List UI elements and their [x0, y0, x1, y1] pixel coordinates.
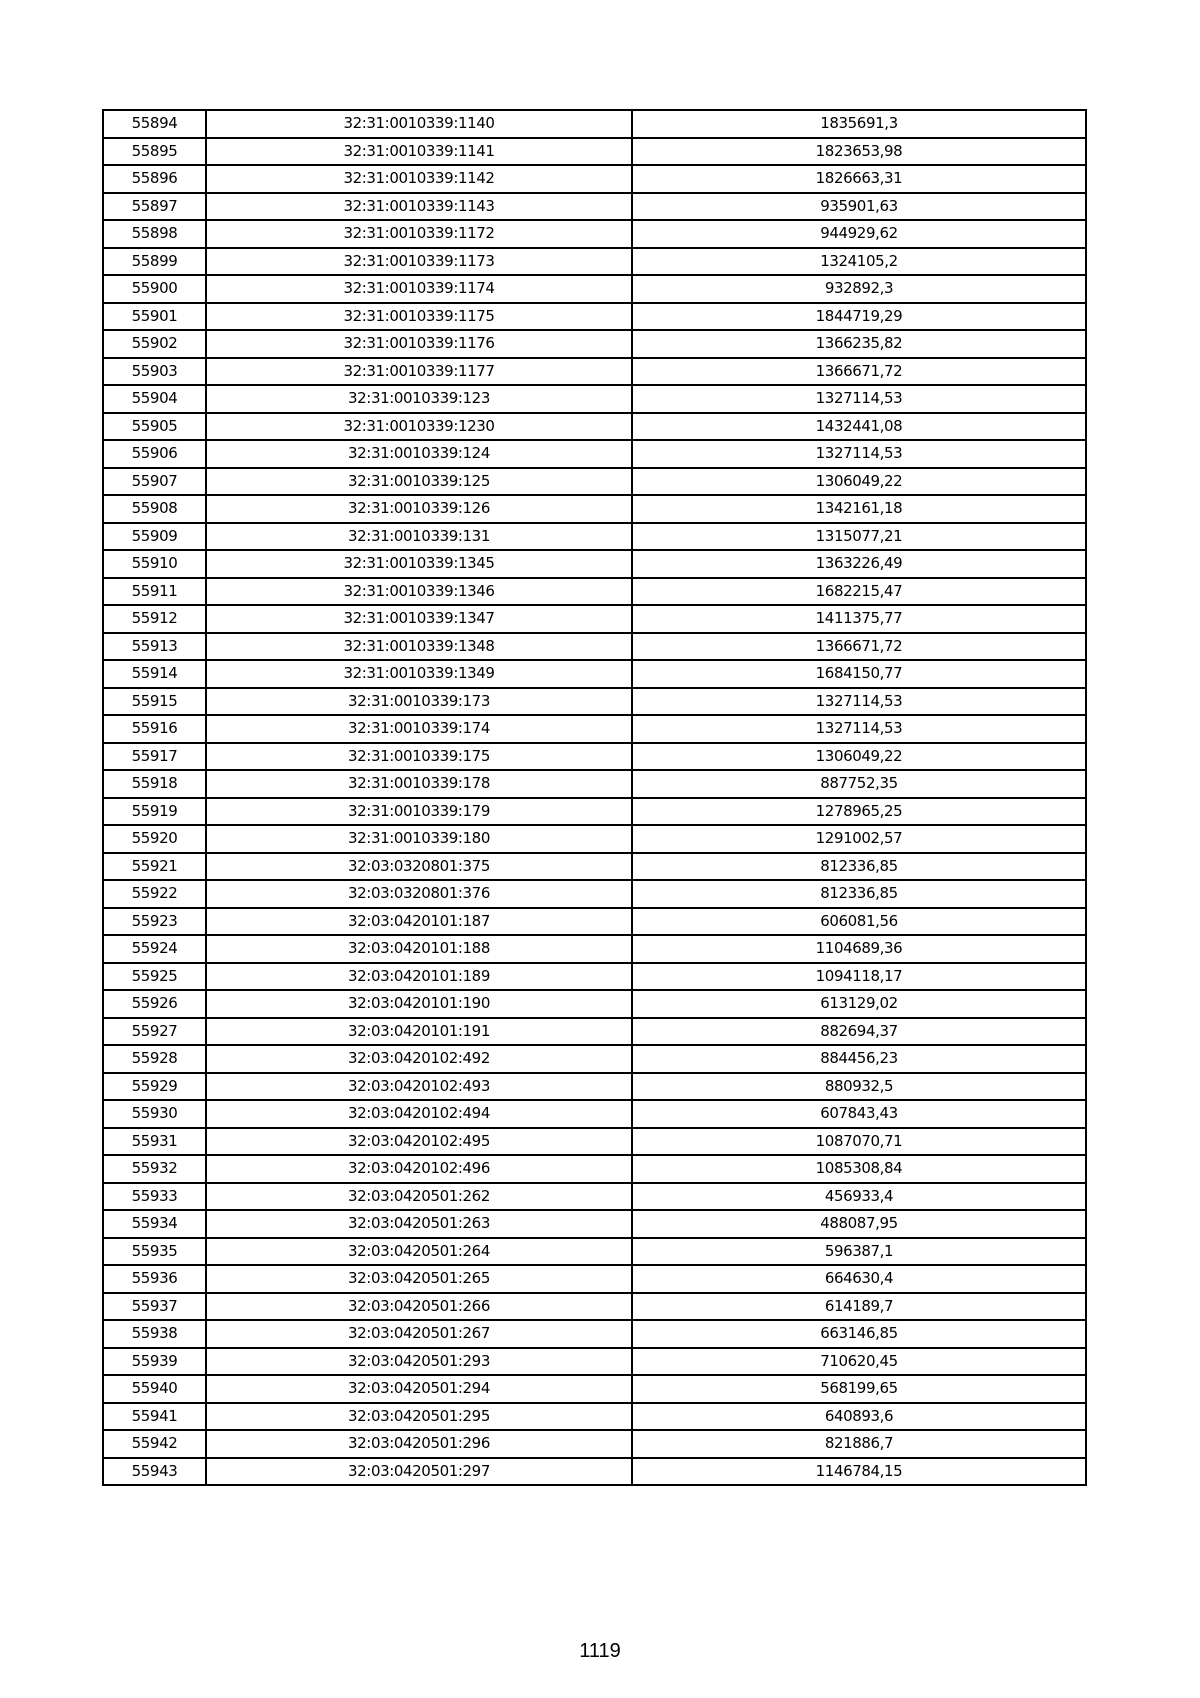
table-body — [103, 110, 1086, 1485]
value-cell: 880932,5 — [632, 1073, 1086, 1101]
cadastral-number-cell: 32:03:0420501:264 — [206, 1238, 632, 1266]
cadastral-number-cell: 32:31:0010339:180 — [206, 825, 632, 853]
cadastral-number-cell: 32:03:0420501:297 — [206, 1458, 632, 1486]
cadastral-number-cell: 32:31:0010339:1174 — [206, 275, 632, 303]
table-row — [103, 385, 1086, 413]
row-number-cell: 55925 — [103, 963, 206, 991]
cadastral-number-cell: 32:31:0010339:173 — [206, 688, 632, 716]
row-number-cell: 55894 — [103, 110, 206, 138]
row-number-cell: 55933 — [103, 1183, 206, 1211]
table-row — [103, 1293, 1086, 1321]
row-number-cell: 55915 — [103, 688, 206, 716]
value-cell: 932892,3 — [632, 275, 1086, 303]
table-row — [103, 880, 1086, 908]
value-cell: 456933,4 — [632, 1183, 1086, 1211]
cadastral-value-table — [102, 109, 1087, 1486]
cadastral-number-cell: 32:31:0010339:126 — [206, 495, 632, 523]
value-cell: 606081,56 — [632, 908, 1086, 936]
table-row — [103, 688, 1086, 716]
table-row — [103, 1320, 1086, 1348]
table-row — [103, 743, 1086, 771]
row-number-cell: 55934 — [103, 1210, 206, 1238]
row-number-cell: 55921 — [103, 853, 206, 881]
table-row — [103, 138, 1086, 166]
value-cell: 1104689,36 — [632, 935, 1086, 963]
table-row — [103, 1155, 1086, 1183]
value-cell: 1146784,15 — [632, 1458, 1086, 1486]
cadastral-number-cell: 32:03:0420501:294 — [206, 1375, 632, 1403]
value-cell: 1411375,77 — [632, 605, 1086, 633]
row-number-cell: 55919 — [103, 798, 206, 826]
row-number-cell: 55936 — [103, 1265, 206, 1293]
cadastral-number-cell: 32:31:0010339:1142 — [206, 165, 632, 193]
row-number-cell: 55931 — [103, 1128, 206, 1156]
value-cell: 1094118,17 — [632, 963, 1086, 991]
row-number-cell: 55898 — [103, 220, 206, 248]
cadastral-number-cell: 32:31:0010339:123 — [206, 385, 632, 413]
row-number-cell: 55922 — [103, 880, 206, 908]
value-cell: 1291002,57 — [632, 825, 1086, 853]
cadastral-number-cell: 32:03:0420101:189 — [206, 963, 632, 991]
cadastral-number-cell: 32:03:0420101:191 — [206, 1018, 632, 1046]
row-number-cell: 55916 — [103, 715, 206, 743]
value-cell: 1835691,3 — [632, 110, 1086, 138]
cadastral-number-cell: 32:31:0010339:1173 — [206, 248, 632, 276]
cadastral-number-cell: 32:03:0420102:494 — [206, 1100, 632, 1128]
cadastral-number-cell: 32:31:0010339:1349 — [206, 660, 632, 688]
cadastral-number-cell: 32:03:0320801:376 — [206, 880, 632, 908]
row-number-cell: 55935 — [103, 1238, 206, 1266]
value-cell: 812336,85 — [632, 880, 1086, 908]
row-number-cell: 55912 — [103, 605, 206, 633]
table-row — [103, 1128, 1086, 1156]
row-number-cell: 55920 — [103, 825, 206, 853]
row-number-cell: 55942 — [103, 1430, 206, 1458]
cadastral-number-cell: 32:03:0420501:267 — [206, 1320, 632, 1348]
value-cell: 1315077,21 — [632, 523, 1086, 551]
value-cell: 1366671,72 — [632, 358, 1086, 386]
cadastral-number-cell: 32:31:0010339:1176 — [206, 330, 632, 358]
table-row — [103, 1458, 1086, 1486]
cadastral-number-cell: 32:03:0420101:190 — [206, 990, 632, 1018]
cadastral-number-cell: 32:31:0010339:1177 — [206, 358, 632, 386]
cadastral-number-cell: 32:03:0420102:495 — [206, 1128, 632, 1156]
table-row — [103, 1100, 1086, 1128]
table-row — [103, 1073, 1086, 1101]
row-number-cell: 55937 — [103, 1293, 206, 1321]
row-number-cell: 55940 — [103, 1375, 206, 1403]
row-number-cell: 55924 — [103, 935, 206, 963]
value-cell: 1826663,31 — [632, 165, 1086, 193]
table-row — [103, 193, 1086, 221]
value-cell: 663146,85 — [632, 1320, 1086, 1348]
cadastral-number-cell: 32:03:0420102:492 — [206, 1045, 632, 1073]
row-number-cell: 55906 — [103, 440, 206, 468]
value-cell: 935901,63 — [632, 193, 1086, 221]
table-row — [103, 853, 1086, 881]
value-cell: 1684150,77 — [632, 660, 1086, 688]
cadastral-number-cell: 32:03:0420102:496 — [206, 1155, 632, 1183]
cadastral-number-cell: 32:31:0010339:1140 — [206, 110, 632, 138]
cadastral-number-cell: 32:31:0010339:1143 — [206, 193, 632, 221]
value-cell: 1363226,49 — [632, 550, 1086, 578]
table-row — [103, 770, 1086, 798]
row-number-cell: 55908 — [103, 495, 206, 523]
value-cell: 1327114,53 — [632, 440, 1086, 468]
table-row — [103, 935, 1086, 963]
table-row — [103, 798, 1086, 826]
table-row — [103, 1265, 1086, 1293]
value-cell: 1278965,25 — [632, 798, 1086, 826]
table-row — [103, 550, 1086, 578]
cadastral-number-cell: 32:03:0420501:265 — [206, 1265, 632, 1293]
table-row — [103, 605, 1086, 633]
row-number-cell: 55903 — [103, 358, 206, 386]
cadastral-number-cell: 32:03:0420501:262 — [206, 1183, 632, 1211]
value-cell: 1844719,29 — [632, 303, 1086, 331]
cadastral-number-cell: 32:03:0420501:295 — [206, 1403, 632, 1431]
row-number-cell: 55901 — [103, 303, 206, 331]
row-number-cell: 55909 — [103, 523, 206, 551]
row-number-cell: 55910 — [103, 550, 206, 578]
page-number: 1119 — [579, 1640, 621, 1662]
table-row — [103, 963, 1086, 991]
value-cell: 887752,35 — [632, 770, 1086, 798]
row-number-cell: 55896 — [103, 165, 206, 193]
table-row — [103, 440, 1086, 468]
value-cell: 1085308,84 — [632, 1155, 1086, 1183]
value-cell: 1327114,53 — [632, 385, 1086, 413]
value-cell: 488087,95 — [632, 1210, 1086, 1238]
table-row — [103, 468, 1086, 496]
row-number-cell: 55939 — [103, 1348, 206, 1376]
value-cell: 596387,1 — [632, 1238, 1086, 1266]
cadastral-number-cell: 32:31:0010339:179 — [206, 798, 632, 826]
row-number-cell: 55902 — [103, 330, 206, 358]
table-row — [103, 495, 1086, 523]
table-row — [103, 825, 1086, 853]
value-cell: 1087070,71 — [632, 1128, 1086, 1156]
table-row — [103, 303, 1086, 331]
cadastral-number-cell: 32:31:0010339:175 — [206, 743, 632, 771]
cadastral-number-cell: 32:03:0420501:296 — [206, 1430, 632, 1458]
row-number-cell: 55913 — [103, 633, 206, 661]
table-row — [103, 165, 1086, 193]
value-cell: 1342161,18 — [632, 495, 1086, 523]
row-number-cell: 55930 — [103, 1100, 206, 1128]
cadastral-number-cell: 32:31:0010339:125 — [206, 468, 632, 496]
row-number-cell: 55929 — [103, 1073, 206, 1101]
row-number-cell: 55911 — [103, 578, 206, 606]
row-number-cell: 55907 — [103, 468, 206, 496]
value-cell: 812336,85 — [632, 853, 1086, 881]
row-number-cell: 55941 — [103, 1403, 206, 1431]
value-cell: 640893,6 — [632, 1403, 1086, 1431]
value-cell: 710620,45 — [632, 1348, 1086, 1376]
cadastral-number-cell: 32:03:0320801:375 — [206, 853, 632, 881]
table-row — [103, 990, 1086, 1018]
cadastral-number-cell: 32:03:0420101:187 — [206, 908, 632, 936]
table-row — [103, 1430, 1086, 1458]
row-number-cell: 55918 — [103, 770, 206, 798]
cadastral-number-cell: 32:31:0010339:1346 — [206, 578, 632, 606]
value-cell: 1306049,22 — [632, 468, 1086, 496]
cadastral-number-cell: 32:31:0010339:124 — [206, 440, 632, 468]
cadastral-number-cell: 32:31:0010339:1141 — [206, 138, 632, 166]
row-number-cell: 55904 — [103, 385, 206, 413]
value-cell: 664630,4 — [632, 1265, 1086, 1293]
row-number-cell: 55897 — [103, 193, 206, 221]
cadastral-number-cell: 32:03:0420501:293 — [206, 1348, 632, 1376]
cadastral-number-cell: 32:31:0010339:1230 — [206, 413, 632, 441]
row-number-cell: 55943 — [103, 1458, 206, 1486]
table-row — [103, 220, 1086, 248]
row-number-cell: 55928 — [103, 1045, 206, 1073]
row-number-cell: 55926 — [103, 990, 206, 1018]
table-row — [103, 330, 1086, 358]
value-cell: 1823653,98 — [632, 138, 1086, 166]
table-row — [103, 660, 1086, 688]
table-row — [103, 1183, 1086, 1211]
value-cell: 607843,43 — [632, 1100, 1086, 1128]
value-cell: 613129,02 — [632, 990, 1086, 1018]
value-cell: 1324105,2 — [632, 248, 1086, 276]
cadastral-number-cell: 32:31:0010339:1345 — [206, 550, 632, 578]
table-row — [103, 715, 1086, 743]
cadastral-number-cell: 32:03:0420501:266 — [206, 1293, 632, 1321]
table-row — [103, 1238, 1086, 1266]
value-cell: 1327114,53 — [632, 688, 1086, 716]
cadastral-number-cell: 32:31:0010339:131 — [206, 523, 632, 551]
value-cell: 884456,23 — [632, 1045, 1086, 1073]
value-cell: 1366671,72 — [632, 633, 1086, 661]
cadastral-number-cell: 32:31:0010339:1348 — [206, 633, 632, 661]
value-cell: 944929,62 — [632, 220, 1086, 248]
cadastral-number-cell: 32:03:0420501:263 — [206, 1210, 632, 1238]
row-number-cell: 55938 — [103, 1320, 206, 1348]
table-row — [103, 908, 1086, 936]
value-cell: 821886,7 — [632, 1430, 1086, 1458]
table-row — [103, 1018, 1086, 1046]
table-row — [103, 248, 1086, 276]
table-row — [103, 1375, 1086, 1403]
row-number-cell: 55923 — [103, 908, 206, 936]
table-row — [103, 633, 1086, 661]
table-row — [103, 358, 1086, 386]
table-row — [103, 1348, 1086, 1376]
table-row — [103, 413, 1086, 441]
value-cell: 1366235,82 — [632, 330, 1086, 358]
value-cell: 1306049,22 — [632, 743, 1086, 771]
row-number-cell: 55899 — [103, 248, 206, 276]
value-cell: 614189,7 — [632, 1293, 1086, 1321]
table-row — [103, 578, 1086, 606]
value-cell: 882694,37 — [632, 1018, 1086, 1046]
cadastral-number-cell: 32:31:0010339:1347 — [206, 605, 632, 633]
cadastral-number-cell: 32:31:0010339:174 — [206, 715, 632, 743]
row-number-cell: 55927 — [103, 1018, 206, 1046]
row-number-cell: 55905 — [103, 413, 206, 441]
cadastral-number-cell: 32:03:0420102:493 — [206, 1073, 632, 1101]
table-row — [103, 110, 1086, 138]
value-cell: 1432441,08 — [632, 413, 1086, 441]
table-row — [103, 1045, 1086, 1073]
cadastral-number-cell: 32:31:0010339:1175 — [206, 303, 632, 331]
value-cell: 568199,65 — [632, 1375, 1086, 1403]
row-number-cell: 55914 — [103, 660, 206, 688]
row-number-cell: 55932 — [103, 1155, 206, 1183]
table-row — [103, 1403, 1086, 1431]
row-number-cell: 55895 — [103, 138, 206, 166]
table-row — [103, 275, 1086, 303]
cadastral-number-cell: 32:03:0420101:188 — [206, 935, 632, 963]
row-number-cell: 55900 — [103, 275, 206, 303]
value-cell: 1327114,53 — [632, 715, 1086, 743]
row-number-cell: 55917 — [103, 743, 206, 771]
cadastral-number-cell: 32:31:0010339:178 — [206, 770, 632, 798]
table-row — [103, 1210, 1086, 1238]
cadastral-number-cell: 32:31:0010339:1172 — [206, 220, 632, 248]
value-cell: 1682215,47 — [632, 578, 1086, 606]
table-row — [103, 523, 1086, 551]
